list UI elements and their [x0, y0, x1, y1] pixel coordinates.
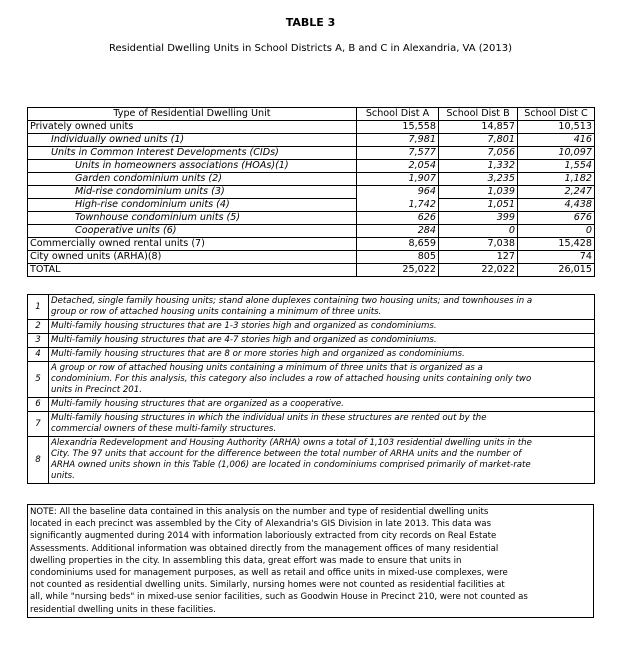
footnote-text [49, 362, 595, 398]
row-label: Garden condominium units (2) [28, 173, 357, 186]
footnotes-table [27, 294, 595, 484]
table-row [28, 199, 595, 212]
table-total-row [28, 264, 595, 277]
cell-dist-b: 7,038 [439, 238, 518, 251]
footnote-line: Detached, single family housing units; stand alone duplexes containing two housing units; and townhouses in a [51, 296, 533, 306]
header-dist-c: School Dist C [518, 108, 595, 121]
note-line: all, while "nursing beds" in mixed-use senior facilities, such as Goodwin House in Precinct 210, were not counted as [30, 592, 528, 603]
table-row [28, 251, 595, 264]
footnote-text [49, 398, 595, 412]
row-label: Mid-rise condominium units (3) [28, 186, 357, 199]
header-dist-a: School Dist A [357, 108, 439, 121]
cell-dist-c: 26,015 [518, 264, 595, 277]
table-row [28, 134, 595, 147]
cell-dist-a: 1,907 [357, 173, 439, 186]
footnote-line: units. [51, 471, 75, 481]
table-row [28, 225, 595, 238]
cell-dist-b: 3,235 [439, 173, 518, 186]
footnote-text [49, 334, 595, 348]
footnote-number: 2 [28, 320, 49, 334]
footnote-number: 7 [28, 412, 49, 437]
footnote-line: Multi-family housing structures in which the individual units in these structures are rented out by the [51, 413, 487, 423]
dwelling-units-table [27, 107, 595, 277]
footnote-line: units in Precinct 201. [51, 385, 142, 395]
note-line: dwelling properties in the city. In assembling this data, great effort was made to ensure that units in [30, 555, 462, 566]
table-title: TABLE 3 [285, 16, 336, 29]
footnote-number: 8 [28, 437, 49, 484]
footnote-line: Multi-family housing structures that are organized as a cooperative. [51, 399, 344, 409]
cell-dist-c: 1,554 [518, 160, 595, 173]
cell-dist-a: 15,558 [357, 121, 439, 134]
footnote-text [49, 295, 595, 320]
note-line: residential dwelling units in these facilities. [30, 604, 216, 615]
cell-dist-a: 284 [357, 225, 439, 238]
row-label: High-rise condominium units (4) [28, 199, 357, 212]
row-label: Individually owned units (1) [28, 134, 357, 147]
cell-dist-a: 7,577 [357, 147, 439, 160]
row-label: City owned units (ARHA)(8) [28, 251, 357, 264]
footnote-text [49, 348, 595, 362]
cell-dist-b: 7,056 [439, 147, 518, 160]
row-label: Townhouse condominium units (5) [28, 212, 357, 225]
cell-dist-b: 7,801 [439, 134, 518, 147]
cell-dist-c: 676 [518, 212, 595, 225]
table-row [28, 173, 595, 186]
cell-dist-a: 1,742 [357, 199, 439, 212]
note-line: condominiums used for management purposes, as well as retail and office units in mixed-use complexes, were [30, 568, 508, 579]
footnote-line: condominium. For this analysis, this category also includes a row of attached housing units containing only two [51, 374, 532, 384]
note-line: Assessments. Additional information was obtained directly from the management offices of many residential [30, 543, 499, 554]
cell-dist-b: 399 [439, 212, 518, 225]
cell-dist-a: 2,054 [357, 160, 439, 173]
note-line: not counted as residential dwelling units. Similarly, nursing homes were not counted as residential facilities at [30, 580, 505, 591]
row-label: Cooperative units (6) [28, 225, 357, 238]
cell-dist-b: 1,051 [439, 199, 518, 212]
footnote-row [28, 334, 595, 348]
footnote-line: group or row of attached housing units containing a minimum of three units. [51, 307, 382, 317]
table-row [28, 160, 595, 173]
footnote-line: Multi-family housing structures that are 1-3 stories high and organized as condominiums. [51, 321, 437, 331]
header-dist-b: School Dist B [439, 108, 518, 121]
row-label: Units in homeowners associations (HOAs)(1) [28, 160, 357, 173]
note-line: located in each precinct was assembled by the City of Alexandria's GIS Division in late 2013. This data was [30, 519, 492, 530]
table-header-row [28, 108, 595, 121]
cell-dist-c: 416 [518, 134, 595, 147]
cell-dist-a: 8,659 [357, 238, 439, 251]
cell-dist-c: 2,247 [518, 186, 595, 199]
cell-dist-c: 10,513 [518, 121, 595, 134]
footnote-row [28, 437, 595, 484]
footnote-number: 3 [28, 334, 49, 348]
footnote-line: Multi-family housing structures that are 4-7 stories high and organized as condominiums. [51, 335, 437, 345]
footnote-text [49, 412, 595, 437]
cell-dist-b: 1,332 [439, 160, 518, 173]
footnote-row [28, 362, 595, 398]
cell-dist-c: 4,438 [518, 199, 595, 212]
cell-dist-b: 1,039 [439, 186, 518, 199]
cell-dist-a: 964 [357, 186, 439, 199]
cell-dist-c: 0 [518, 225, 595, 238]
cell-dist-c: 15,428 [518, 238, 595, 251]
footnote-row [28, 348, 595, 362]
footnote-line: commercial owners of these multi-family structures. [51, 424, 277, 434]
row-label: TOTAL [28, 264, 357, 277]
footnote-text [49, 437, 595, 484]
footnote-line: Multi-family housing structures that are 8 or more stories high and organized as condominiums. [51, 349, 465, 359]
header-type: Type of Residential Dwelling Unit [28, 108, 357, 121]
cell-dist-b: 127 [439, 251, 518, 264]
row-label: Units in Common Interest Developments (CIDs) [28, 147, 357, 160]
footnote-number: 1 [28, 295, 49, 320]
footnote-row [28, 320, 595, 334]
footnote-row [28, 412, 595, 437]
note-line: NOTE: All the baseline data contained in this analysis on the number and type of residential dwelling units [30, 507, 489, 517]
table-row [28, 147, 595, 160]
cell-dist-a: 626 [357, 212, 439, 225]
cell-dist-c: 1,182 [518, 173, 595, 186]
table-row [28, 186, 595, 199]
footnote-text [49, 320, 595, 334]
cell-dist-a: 805 [357, 251, 439, 264]
row-label: Commercially owned rental units (7) [28, 238, 357, 251]
cell-dist-c: 10,097 [518, 147, 595, 160]
row-label: Privately owned units [28, 121, 357, 134]
footnote-number: 4 [28, 348, 49, 362]
footnote-line: A group or row of attached housing units containing a minimum of three units that is organized as a [51, 363, 483, 373]
cell-dist-b: 14,857 [439, 121, 518, 134]
table-row [28, 238, 595, 251]
footnote-number: 5 [28, 362, 49, 398]
cell-dist-b: 0 [439, 225, 518, 238]
table-row [28, 121, 595, 134]
cell-dist-a: 25,022 [357, 264, 439, 277]
data-source-note [27, 504, 594, 618]
table-subtitle: Residential Dwelling Units in School Districts A, B and C in Alexandria, VA (2013) [108, 43, 513, 54]
footnote-row [28, 295, 595, 320]
footnote-line: City. The 97 units that account for the difference between the total number of ARHA units and the number of [51, 449, 522, 459]
footnote-row [28, 398, 595, 412]
note-line: significantly augmented during 2014 with information laboriously extracted from city records on Real Estate [30, 531, 497, 542]
cell-dist-a: 7,981 [357, 134, 439, 147]
cell-dist-c: 74 [518, 251, 595, 264]
table-row [28, 212, 595, 225]
footnote-number: 6 [28, 398, 49, 412]
cell-dist-b: 22,022 [439, 264, 518, 277]
footnote-line: Alexandria Redevelopment and Housing Authority (ARHA) owns a total of 1,103 residential dwelling units in the [51, 438, 532, 448]
footnote-line: ARHA owned units shown in this Table (1,006) are located in condominiums comprised primarily of market-rate [51, 460, 531, 470]
